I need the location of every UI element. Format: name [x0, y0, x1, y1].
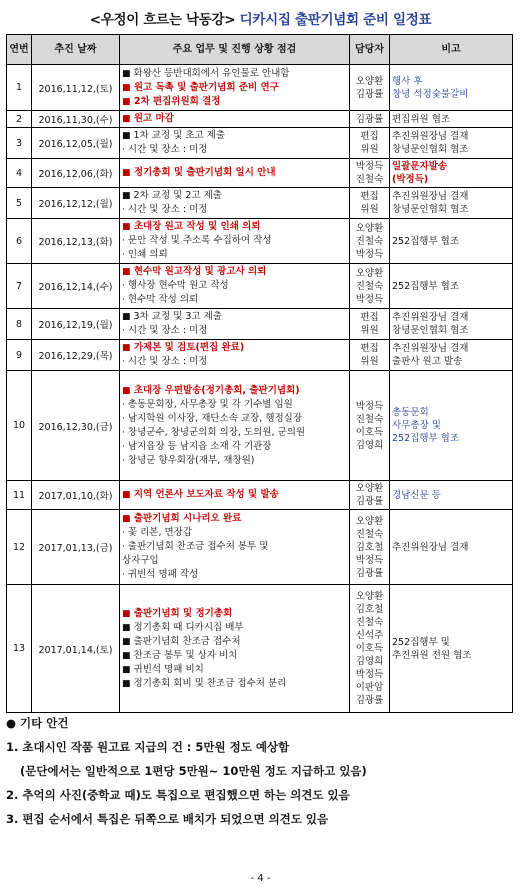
task-item: [122, 398, 347, 412]
staff-name: 신석주: [355, 630, 384, 641]
staff-name: 이호득: [355, 426, 384, 438]
bullet-icon: ■: [122, 608, 131, 619]
note-text: 행사 후: [392, 75, 423, 87]
table-row: [7, 128, 513, 159]
note-text: 창녕문인협회 협조: [392, 204, 469, 215]
row-note: [390, 340, 513, 371]
staff-name: 진철숙: [355, 617, 384, 628]
row-number: 10: [7, 371, 32, 481]
bullet-icon: ■: [122, 650, 131, 661]
bullet-icon: ·: [122, 528, 125, 538]
agenda-heading: ● 기타 안건: [6, 716, 69, 730]
task-text: 출판기념회 찬조금 접수처 봉투 및: [127, 541, 269, 552]
row-date: 2016,12,30,(금): [32, 371, 120, 481]
bullet-icon: ■: [122, 191, 131, 201]
task-text: 문안 작성 및 주소록 수집하여 작성: [127, 235, 272, 246]
header-staff: 담당자: [350, 35, 390, 65]
staff-name: 진철숙: [355, 235, 384, 247]
row-staff: [350, 111, 390, 128]
task-text: 시간 및 장소 : 미정: [127, 356, 208, 367]
note-text: 252집행부 협조: [392, 280, 460, 292]
header-note: 비고: [390, 35, 513, 65]
task-item: [122, 355, 347, 369]
bullet-icon: ■: [122, 222, 131, 232]
staff-name: 위원: [360, 325, 379, 336]
task-item: [122, 310, 347, 324]
row-note: [390, 481, 513, 510]
task-item: [122, 554, 347, 568]
row-number: 2: [7, 111, 32, 128]
bullet-icon: ·: [122, 205, 125, 215]
bullet-icon: ·: [122, 236, 125, 246]
staff-name: 오양환: [355, 515, 384, 527]
task-text: 남지읍장 등 남지읍 소재 각 기관장: [127, 440, 272, 452]
row-tasks: [120, 264, 350, 309]
task-text: 초대장 우편발송(정기총회, 출판기념회): [133, 384, 300, 396]
table-row: [7, 481, 513, 510]
staff-name: 위원: [360, 144, 379, 155]
row-number: 13: [7, 585, 32, 713]
bullet-icon: ■: [122, 664, 131, 675]
header-no: 연번: [7, 35, 32, 65]
task-text: 남지학원 이사장, 재단소속 교장, 행정실장: [127, 412, 303, 424]
row-tasks: [120, 159, 350, 188]
note-text: 편집위원 협조: [392, 113, 451, 125]
table-row: [7, 219, 513, 264]
row-date: 2016,12,19,(월): [32, 309, 120, 340]
task-item: [122, 324, 347, 338]
task-text: 원고 마감: [133, 113, 174, 124]
staff-name: 김영희: [355, 656, 384, 667]
note-text: 추진위원장님 결재: [392, 541, 469, 553]
row-number: 11: [7, 481, 32, 510]
staff-name: 박정득: [355, 669, 384, 680]
task-item: [122, 512, 347, 526]
staff-name: 진철숙: [355, 528, 384, 540]
bullet-icon: ·: [122, 427, 125, 438]
row-date: 2016,12,29,(목): [32, 340, 120, 371]
bullet-icon: ·: [122, 357, 125, 367]
table-row: [7, 188, 513, 219]
task-text: 찬조금 봉투 및 상자 비치: [133, 649, 238, 661]
staff-name: 김광률: [355, 695, 384, 706]
row-note: [390, 264, 513, 309]
staff-name: 김영희: [355, 439, 384, 451]
task-item: [122, 568, 347, 582]
task-text: 행사장 현수막 원고 작성: [127, 280, 229, 291]
bullet-icon: ·: [122, 399, 125, 410]
task-item: [122, 540, 347, 554]
task-text: 총동문회장, 사무총장 및 각 기수별 임원: [127, 398, 293, 410]
task-text: 시간 및 장소 : 미정: [127, 325, 208, 336]
row-date: 2016,12,06,(화): [32, 159, 120, 188]
task-item: [122, 234, 347, 248]
title-part1: <우정이 흐르는 낙동강>: [89, 12, 236, 28]
task-item: [122, 67, 347, 81]
staff-name: 진철숙: [355, 413, 384, 425]
staff-name: 편집: [360, 312, 379, 323]
task-text: 가제본 및 검토(편집 완료): [133, 342, 245, 353]
task-text: 2차 편집위원회 결정: [133, 95, 221, 107]
task-item: [122, 488, 347, 502]
task-item: [122, 649, 347, 663]
bullet-icon: ■: [122, 131, 131, 141]
row-note: [390, 309, 513, 340]
bullet-icon: ·: [122, 295, 125, 305]
staff-name: 오양환: [355, 483, 384, 494]
bullet-icon: ·: [122, 570, 125, 580]
staff-name: 김광률: [355, 496, 384, 507]
bullet-icon: ·: [122, 455, 125, 466]
staff-name: 위원: [360, 204, 379, 215]
table-row: [7, 340, 513, 371]
task-item: [122, 220, 347, 234]
task-item: [122, 129, 347, 143]
row-tasks: [120, 111, 350, 128]
task-text: 초대장 원고 작성 및 인쇄 의뢰: [133, 221, 261, 232]
row-tasks: [120, 510, 350, 585]
row-date: 2016,12,14,(수): [32, 264, 120, 309]
staff-name: 김호철: [355, 541, 384, 553]
task-item: [122, 526, 347, 540]
note-text: 창녕문인협회 협조: [392, 325, 469, 336]
task-text: 3차 교정 및 3고 제출: [133, 311, 222, 322]
staff-name: 진철숙: [355, 280, 384, 292]
task-text: 지역 언론사 보도자료 작성 및 발송: [133, 489, 279, 500]
bullet-icon: ■: [122, 96, 131, 107]
task-item: [122, 293, 347, 307]
row-staff: [350, 219, 390, 264]
task-text: 화왕산 등반대회에서 유인물로 안내함: [133, 67, 290, 79]
row-staff: [350, 340, 390, 371]
staff-name: 편집: [360, 131, 379, 142]
row-tasks: [120, 65, 350, 111]
task-item: [122, 279, 347, 293]
task-text: 창녕군수, 창녕군의회 의장, 도의원, 군의원: [127, 426, 306, 438]
note-text: 경남신문 등: [392, 489, 441, 501]
row-staff: [350, 371, 390, 481]
note-text: 창녕 석정숯불갈비: [392, 88, 469, 100]
task-item: [122, 189, 347, 203]
bullet-icon: ■: [122, 514, 131, 524]
agenda-line-2: 2. 추억의 사진(중학교 때)도 특집으로 편집했으면 하는 의견도 있음: [6, 788, 350, 802]
note-text: 252집행부 협조: [392, 433, 460, 444]
row-tasks: [120, 481, 350, 510]
note-text: 추진위원장님 결재: [392, 191, 469, 202]
task-item: [122, 166, 347, 180]
staff-name: 이호득: [355, 643, 384, 654]
task-text: 출판기념회 찬조금 접수처: [133, 635, 241, 647]
note-text: (박정득): [392, 174, 429, 185]
task-item: [122, 426, 347, 440]
task-text: 현수막 작성 의뢰: [127, 294, 199, 305]
staff-name: 오양환: [355, 591, 384, 602]
row-number: 6: [7, 219, 32, 264]
table-header-row: [7, 35, 513, 65]
note-text: 출판사 원고 발송: [392, 356, 463, 367]
bullet-icon: ·: [122, 250, 125, 260]
task-text: 정기총회 회비 및 찬조금 접수처 분리: [133, 677, 287, 689]
task-text: 인쇄 의뢰: [127, 249, 168, 260]
task-item: [122, 248, 347, 262]
note-text: 추진위원장님 결재: [392, 343, 469, 354]
schedule-table: [6, 34, 513, 713]
agenda-line-1: 1. 초대시인 작품 원고료 지급의 건 : 5만원 정도 예상함: [6, 740, 290, 754]
row-date: 2017,01,10,(화): [32, 481, 120, 510]
row-tasks: [120, 340, 350, 371]
row-date: 2017,01,14,(토): [32, 585, 120, 713]
table-row: [7, 111, 513, 128]
staff-name: 박정득: [355, 248, 384, 260]
note-text: 추진위원장님 결재: [392, 312, 469, 323]
task-text: 1차 교정 및 초고 제출: [133, 130, 226, 141]
bullet-icon: ■: [122, 636, 131, 647]
page-number: - 4 -: [250, 873, 271, 884]
staff-name: 편집: [360, 343, 379, 354]
row-note: [390, 159, 513, 188]
task-text: 출판기념회 시나리오 완료: [133, 513, 242, 524]
row-staff: [350, 309, 390, 340]
staff-name: 오양환: [355, 222, 384, 234]
row-tasks: [120, 219, 350, 264]
task-text: 창녕군 향우회장(재부, 재창원): [127, 454, 255, 466]
task-item: [122, 621, 347, 635]
task-text: 귀빈석 명패 비치: [133, 663, 204, 675]
note-text: 총동문회: [392, 407, 429, 418]
bullet-icon: ■: [122, 312, 131, 322]
page-title: [0, 8, 521, 28]
row-staff: [350, 481, 390, 510]
row-number: 8: [7, 309, 32, 340]
row-note: [390, 65, 513, 111]
table-row: [7, 371, 513, 481]
task-text: 상자구입: [122, 555, 159, 566]
row-staff: [350, 585, 390, 713]
table-row: [7, 309, 513, 340]
task-text: 시간 및 장소 : 미정: [127, 144, 208, 155]
row-note: [390, 188, 513, 219]
note-text: 사무총장 및: [392, 420, 441, 431]
bullet-icon: ■: [122, 82, 131, 93]
title-part2: 디카시집 출판기념회 준비 일정표: [239, 12, 432, 28]
bullet-icon: ■: [122, 490, 131, 500]
row-staff: [350, 159, 390, 188]
staff-name: 위원: [360, 356, 379, 367]
bullet-icon: ■: [122, 385, 131, 396]
header-date: 추진 날짜: [32, 35, 120, 65]
row-date: 2016,11,30,(수): [32, 111, 120, 128]
other-agenda: [6, 711, 367, 831]
staff-name: 김광률: [355, 113, 384, 125]
note-text: 252집행부 및: [392, 636, 450, 648]
task-text: 2차 교정 및 2고 제출: [133, 190, 222, 201]
note-text: 창녕문인협회 협조: [392, 144, 469, 155]
row-staff: [350, 128, 390, 159]
task-text: 시간 및 장소 : 미정: [127, 204, 208, 215]
row-tasks: [120, 585, 350, 713]
table-row: [7, 510, 513, 585]
bullet-icon: ■: [122, 678, 131, 689]
row-number: 12: [7, 510, 32, 585]
staff-name: 오양환: [355, 75, 384, 87]
row-staff: [350, 510, 390, 585]
bullet-icon: ■: [122, 168, 131, 178]
task-item: [122, 635, 347, 649]
row-date: 2016,11,12,(토): [32, 65, 120, 111]
agenda-line-1-note: (문단에서는 일반적으로 1편당 5만원~ 10만원 정도 지급하고 있음): [20, 764, 367, 778]
header-task: 주요 업무 및 진행 상황 점검: [120, 35, 350, 65]
task-item: [122, 607, 347, 621]
task-text: 귀빈석 명패 작성: [127, 569, 199, 580]
staff-name: 김광률: [355, 567, 384, 579]
table-row: [7, 264, 513, 309]
row-tasks: [120, 188, 350, 219]
note-text: 추진위원장님 결재: [392, 131, 469, 142]
bullet-icon: ·: [122, 281, 125, 291]
bullet-icon: ■: [122, 68, 131, 79]
task-text: 현수막 원고작성 및 광고사 의뢰: [133, 266, 267, 277]
row-number: 3: [7, 128, 32, 159]
row-number: 4: [7, 159, 32, 188]
note-text: 252집행부 협조: [392, 235, 460, 247]
task-item: [122, 454, 347, 468]
bullet-icon: ■: [122, 622, 131, 633]
task-item: [122, 143, 347, 157]
row-number: 9: [7, 340, 32, 371]
row-staff: [350, 65, 390, 111]
bullet-icon: ·: [122, 542, 125, 552]
bullet-icon: ·: [122, 441, 125, 452]
row-note: [390, 585, 513, 713]
task-item: [122, 677, 347, 691]
row-note: [390, 128, 513, 159]
row-staff: [350, 188, 390, 219]
task-item: [122, 412, 347, 426]
staff-name: 진철숙: [355, 174, 384, 185]
row-number: 1: [7, 65, 32, 111]
table-body: [7, 65, 513, 713]
row-note: [390, 111, 513, 128]
row-date: 2016,12,13,(화): [32, 219, 120, 264]
note-text: 일괄문자발송: [392, 161, 448, 172]
row-number: 7: [7, 264, 32, 309]
staff-name: 김광률: [355, 88, 384, 100]
row-staff: [350, 264, 390, 309]
bullet-icon: ·: [122, 145, 125, 155]
agenda-line-3: 3. 편집 순서에서 특집은 뒤쪽으로 배치가 되었으면 의견도 있음: [6, 812, 329, 826]
task-item: [122, 341, 347, 355]
staff-name: 오양환: [355, 267, 384, 279]
task-text: 원고 독촉 및 출판기념회 준비 연구: [133, 81, 279, 93]
row-date: 2016,12,05,(월): [32, 128, 120, 159]
table-row: [7, 65, 513, 111]
bullet-icon: ■: [122, 343, 131, 353]
row-tasks: [120, 371, 350, 481]
task-text: 꽃 리본, 면장갑: [127, 527, 193, 538]
staff-name: 이판암: [355, 682, 384, 693]
task-text: 출판기념회 및 정기총회: [133, 607, 233, 619]
staff-name: 박정득: [355, 554, 384, 566]
staff-name: 김호철: [355, 604, 384, 615]
row-note: [390, 371, 513, 481]
task-item: [122, 81, 347, 95]
task-item: [122, 384, 347, 398]
row-note: [390, 510, 513, 585]
row-date: 2016,12,12,(월): [32, 188, 120, 219]
task-item: [122, 440, 347, 454]
bullet-icon: ·: [122, 326, 125, 336]
row-tasks: [120, 309, 350, 340]
task-item: [122, 663, 347, 677]
row-date: 2017,01,13,(금): [32, 510, 120, 585]
staff-name: 박정득: [355, 293, 384, 305]
task-item: [122, 265, 347, 279]
task-item: [122, 95, 347, 109]
table-row: [7, 159, 513, 188]
task-text: 정기총회 및 출판기념회 일시 안내: [133, 167, 276, 178]
row-note: [390, 219, 513, 264]
row-number: 5: [7, 188, 32, 219]
staff-name: 박정득: [355, 161, 384, 172]
note-text: 추진위원 전원 협조: [392, 649, 472, 661]
staff-name: 박정득: [355, 400, 384, 412]
bullet-icon: ■: [122, 114, 131, 124]
task-item: [122, 203, 347, 217]
row-tasks: [120, 128, 350, 159]
bullet-icon: ■: [122, 267, 131, 277]
task-text: 정기총회 때 디카시집 배부: [133, 621, 244, 633]
table-row: [7, 585, 513, 713]
bullet-icon: ·: [122, 413, 125, 424]
task-item: [122, 112, 347, 126]
staff-name: 편집: [360, 191, 379, 202]
